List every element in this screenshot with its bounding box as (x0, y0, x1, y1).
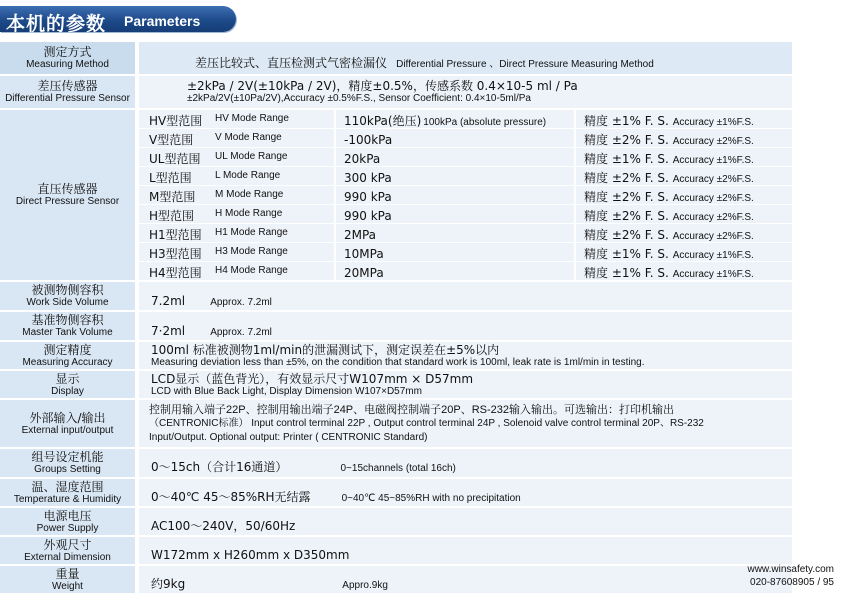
direct-range-value: 110kPa(绝压) (344, 114, 422, 128)
value-work-volume: 7.2ml Approx. 7.2ml (139, 282, 792, 310)
value-temp: 0～40℃ 45～85%RH无结露 0~40℃ 45~85%RH with no precipitation (139, 479, 792, 506)
label-diff-sensor: 差压传感器 Differential Pressure Sensor (0, 76, 137, 108)
direct-mode-en: H Mode Range (215, 208, 283, 219)
direct-sensor-item (139, 205, 792, 224)
row-dimension (0, 537, 792, 565)
label-weight: 重量 Weight (0, 566, 137, 593)
direct-mode-cell (139, 224, 334, 242)
direct-sensor-item (139, 129, 792, 148)
direct-accuracy-en: Accuracy ±2%F.S. (672, 136, 754, 147)
direct-accuracy-en: Accuracy ±2%F.S. (672, 193, 754, 204)
direct-accuracy-cell (576, 243, 792, 261)
header-bar (0, 2, 844, 35)
direct-accuracy-cn: 精度 ±1% F. S. (584, 152, 669, 166)
direct-accuracy-en: Accuracy ±2%F.S. (672, 174, 754, 185)
label-direct-sensor: 直压传感器 Direct Pressure Sensor (0, 110, 137, 280)
direct-range-en: 100kPa (absolute pressure) (423, 117, 547, 128)
direct-mode-en: L Mode Range (215, 170, 281, 181)
direct-accuracy-cell (576, 148, 792, 166)
value-display: LCD显示（蓝色背光），有效显示尺寸W107mm × D57mm LCD with Blue Back Light, Display Dimension W107×D57mm (139, 371, 792, 398)
direct-accuracy-cell (576, 110, 792, 128)
direct-mode-cn: HV型范围 (149, 114, 203, 128)
direct-accuracy-en: Accuracy ±1%F.S. (672, 250, 754, 261)
direct-accuracy-cn: 精度 ±1% F. S. (584, 247, 669, 261)
row-temp (0, 479, 792, 507)
row-master-volume (0, 312, 792, 341)
label-io: 外部输入/输出 External input/output (0, 400, 137, 447)
value-power: AC100～240V，50/60Hz (139, 508, 792, 535)
direct-mode-cell (139, 243, 334, 261)
direct-accuracy-cn: 精度 ±1% F. S. (584, 266, 669, 280)
direct-mode-en: HV Mode Range (215, 113, 289, 124)
label-dimension: 外观尺寸 External Dimension (0, 537, 137, 564)
direct-accuracy-cell (576, 129, 792, 147)
label-master-volume: 基准物侧容积 Master Tank Volume (0, 312, 137, 340)
direct-mode-cell (139, 262, 334, 280)
direct-mode-cn: H3型范围 (149, 247, 202, 261)
direct-accuracy-cn: 精度 ±2% F. S. (584, 133, 669, 147)
direct-range-cell (336, 167, 574, 185)
row-accuracy (0, 342, 792, 370)
row-weight (0, 566, 792, 594)
direct-mode-cell (139, 110, 334, 128)
direct-mode-en: H3 Mode Range (215, 246, 288, 257)
direct-mode-cn: H型范围 (149, 209, 195, 223)
direct-mode-cell (139, 205, 334, 223)
direct-mode-cell (139, 186, 334, 204)
footer-website[interactable]: www.winsafety.com (747, 564, 834, 575)
footer-contact (747, 563, 834, 589)
direct-mode-cn: H1型范围 (149, 228, 202, 242)
direct-sensor-item (139, 167, 792, 186)
label-work-volume: 被测物侧容积 Work Side Volume (0, 282, 137, 310)
direct-range-cell (336, 148, 574, 166)
value-diff-sensor: ±2kPa / 2V(±10kPa / 2V)，精度±0.5%，传感系数 0.4×10-5 ml / Pa ±2kPa/2V(±10Pa/2V),Accuracy ±0.5%F.S., Sensor Coefficient: 0.4×10-5ml/Pa (139, 76, 792, 108)
row-groups (0, 449, 792, 478)
direct-sensor-item (139, 224, 792, 243)
direct-mode-en: V Mode Range (215, 132, 282, 143)
direct-accuracy-en: Accuracy ±1%F.S. (672, 117, 754, 128)
direct-accuracy-cell (576, 186, 792, 204)
direct-range-value: 20kPa (344, 152, 381, 166)
direct-accuracy-cn: 精度 ±2% F. S. (584, 190, 669, 204)
direct-mode-cn: L型范围 (149, 171, 192, 185)
direct-sensor-item (139, 186, 792, 205)
direct-mode-cell (139, 148, 334, 166)
direct-sensor-item (139, 148, 792, 167)
direct-range-value: 10MPa (344, 247, 384, 261)
direct-mode-en: H4 Mode Range (215, 265, 288, 276)
value-io: 控制用输入端子22P、控制用输出端子24P、电磁阀控制端子20P、RS-232输入输出。可选输出：打印机输出 （CENTRONIC标准） Input control terminal 22P , Output control terminal 24P , Solenoid valve control terminal 20P、RS-232 Input/Output. Optional output: Printer ( CENTRONIC Standard) (139, 400, 792, 447)
direct-sensor-item (139, 262, 792, 281)
direct-range-cell (336, 129, 574, 147)
direct-accuracy-cell (576, 205, 792, 223)
direct-mode-en: UL Mode Range (215, 151, 288, 162)
direct-accuracy-en: Accuracy ±2%F.S. (672, 212, 754, 223)
label-groups: 组号设定机能 Groups Setting (0, 449, 137, 477)
direct-mode-cn: V型范围 (149, 133, 194, 147)
row-display (0, 371, 792, 399)
direct-range-cell (336, 110, 574, 128)
row-io (0, 400, 792, 448)
direct-mode-cell (139, 129, 334, 147)
direct-accuracy-en: Accuracy ±1%F.S. (672, 155, 754, 166)
label-power: 电源电压 Power Supply (0, 508, 137, 535)
direct-accuracy-cell (576, 167, 792, 185)
row-diff-sensor (0, 76, 792, 109)
direct-accuracy-en: Accuracy ±1%F.S. (672, 269, 754, 280)
label-temp: 温、湿度范围 Temperature & Humidity (0, 479, 137, 506)
direct-accuracy-en: Accuracy ±2%F.S. (672, 231, 754, 242)
direct-accuracy-cn: 精度 ±2% F. S. (584, 209, 669, 223)
row-work-volume (0, 282, 792, 311)
direct-range-value: 20MPa (344, 266, 384, 280)
header-pill (0, 6, 236, 35)
label-measuring-method: 测定方式 Measuring Method (0, 42, 137, 74)
direct-mode-cn: M型范围 (149, 190, 196, 204)
direct-accuracy-cn: 精度 ±2% F. S. (584, 171, 669, 185)
label-display: 显示 Display (0, 371, 137, 398)
label-accuracy: 测定精度 Measuring Accuracy (0, 342, 137, 369)
value-groups: 0～15ch（合计16通道） 0~15channels (total 16ch) (139, 449, 792, 477)
value-weight: 约9kg Appro.9kg (139, 566, 792, 593)
direct-range-value: 300 kPa (344, 171, 392, 185)
direct-range-value: 990 kPa (344, 190, 392, 204)
direct-mode-cell (139, 167, 334, 185)
direct-range-cell (336, 243, 574, 261)
direct-mode-en: M Mode Range (215, 189, 284, 200)
direct-mode-cn: UL型范围 (149, 152, 201, 166)
direct-sensor-item (139, 110, 792, 129)
footer-phone-page: 020-87608905 / 95 (750, 577, 834, 588)
direct-range-value: 2MPa (344, 228, 377, 242)
direct-sensor-item (139, 243, 792, 262)
row-measuring-method (0, 42, 792, 75)
direct-mode-cn: H4型范围 (149, 266, 202, 280)
direct-range-value: 990 kPa (344, 209, 392, 223)
row-power (0, 508, 792, 536)
direct-range-cell (336, 262, 574, 280)
direct-accuracy-cell (576, 224, 792, 242)
direct-range-value: -100kPa (344, 133, 393, 147)
direct-accuracy-cn: 精度 ±1% F. S. (584, 114, 669, 128)
direct-range-cell (336, 224, 574, 242)
direct-range-cell (336, 205, 574, 223)
value-dimension: W172mm x H260mm x D350mm (139, 537, 792, 564)
value-accuracy: 100ml 标准被测物1ml/min的泄漏测试下，测定误差在±5%以内 Measuring deviation less than ±5%, on the condition that standard work is 100ml, leak rate is 1ml/min in testing. (139, 342, 792, 369)
direct-mode-en: H1 Mode Range (215, 227, 288, 238)
direct-accuracy-cn: 精度 ±2% F. S. (584, 228, 669, 242)
value-master-volume: 7·2ml Approx. 7.2ml (139, 312, 792, 340)
header-title-cn: 本机的参数 (6, 13, 107, 35)
value-measuring-method: 差压比较式、直压检测式气密检漏仪 Differential Pressure 、Direct Pressure Measuring Method (139, 42, 792, 74)
header-title-en: Parameters (124, 13, 201, 29)
direct-range-cell (336, 186, 574, 204)
direct-accuracy-cell (576, 262, 792, 280)
